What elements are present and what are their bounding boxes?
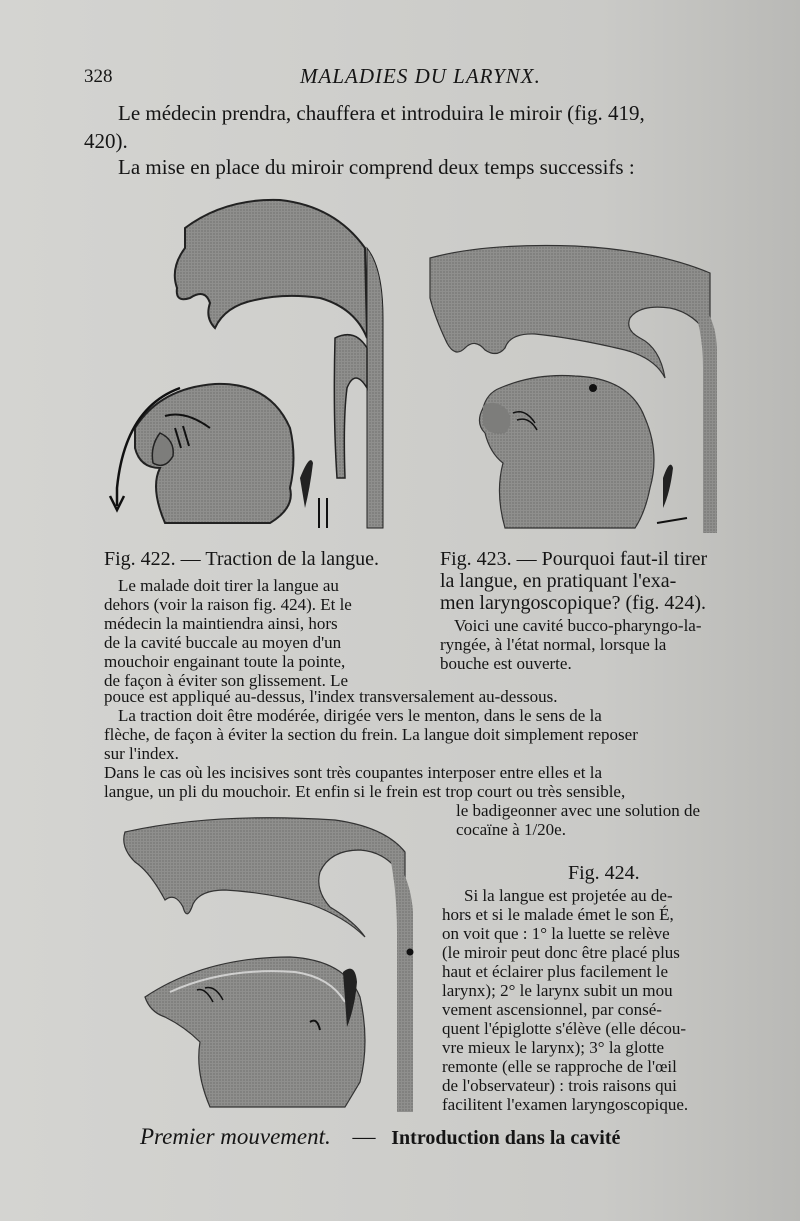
- fig-424-text-line: hors et si le malade émet le son É,: [442, 905, 674, 924]
- fig-424-text-line: haut et éclairer plus facilement le: [442, 962, 669, 981]
- fig-423-text-line: ryngée, à l'état normal, lorsque la: [440, 635, 667, 654]
- continuation-line: le badigeonner avec une solution de: [456, 801, 701, 820]
- section-heading-bold: Introduction dans la cavité: [391, 1127, 621, 1149]
- fig-423-caption: [440, 548, 760, 614]
- intro-line-1: Le médecin prendra, chauffera et introduira le miroir (fig. 419,: [118, 101, 645, 125]
- fig-424-text-line: remonte (elle se rapproche de l'œil: [442, 1057, 677, 1076]
- fig-424-text-line: de l'observateur) : trois raisons qui: [442, 1076, 677, 1095]
- fig-424-caption: Fig. 424.: [568, 862, 640, 884]
- fig-422-illustration: [105, 188, 415, 533]
- section-heading-italic: Premier mouvement.: [140, 1124, 331, 1149]
- fig-422-text: [104, 576, 416, 690]
- fig-424-text-line: Si la langue est projetée au de-: [464, 886, 673, 905]
- fig-424-text-line: vre mieux le larynx); 3° la glotte: [442, 1038, 665, 1057]
- fig-423-illustration: [425, 238, 735, 533]
- fig-422-text-line: de façon à éviter son glissement. Le: [104, 671, 349, 690]
- fig-423-caption-line: Fig. 423. — Pourquoi faut-il tirer: [440, 548, 708, 570]
- fig-424-text-line: (le miroir peut donc être placé plus: [442, 943, 680, 962]
- fig-422-caption: Fig. 422. — Traction de la langue.: [104, 548, 379, 570]
- fig-424-text-line: larynx); 2° le larynx subit un mou: [442, 981, 673, 1000]
- continuation-line: flèche, de façon à éviter la section du frein. La langue doit simplement reposer: [104, 725, 638, 744]
- fig-423-text: [440, 616, 760, 673]
- fig-424-text-line: on voit que : 1° la luette se relève: [442, 924, 670, 943]
- fig-424-text-line: facilitent l'examen laryngoscopique.: [442, 1095, 689, 1114]
- fig-422-text-line: de la cavité buccale au moyen d'un: [104, 633, 342, 652]
- section-heading: [140, 1124, 770, 1150]
- page-number: 328: [84, 66, 113, 87]
- continuation-line: langue, un pli du mouchoir. Et enfin si le frein est trop court ou très sensible,: [104, 782, 626, 801]
- continuation-line: pouce est appliqué au-dessus, l'index transversalement au-dessous.: [104, 687, 558, 706]
- continuation-line: cocaïne à 1/20e.: [456, 820, 566, 839]
- fig-424-text: [442, 886, 762, 1114]
- running-title: MALADIES DU LARYNX.: [300, 64, 541, 88]
- fig-423-text-line: Voici une cavité bucco-pharyngo-la-: [454, 616, 702, 635]
- fig-423-caption-line: la langue, en pratiquant l'exa-: [440, 570, 677, 592]
- fig-422-text-line: médecin la maintiendra ainsi, hors: [104, 614, 338, 633]
- fig-422-text-line: dehors (voir la raison fig. 424). Et le: [104, 595, 352, 614]
- fig-424-text-line: quent l'épiglotte s'élève (elle décou-: [442, 1019, 687, 1038]
- continuation-line: La traction doit être modérée, dirigée vers le menton, dans le sens de la: [118, 706, 602, 725]
- section-heading-dash: —: [352, 1124, 376, 1149]
- intro-line-2: 420).: [84, 129, 128, 153]
- intro-line-3: La mise en place du miroir comprend deux temps successifs :: [118, 155, 635, 179]
- fig-423-text-line: bouche est ouverte.: [440, 654, 572, 673]
- fig-424-illustration: [105, 812, 425, 1112]
- fig-424-text-line: vement ascensionnel, par consé-: [442, 1000, 662, 1019]
- fig-422-text-line: mouchoir engainant toute la pointe,: [104, 652, 346, 671]
- continuation-line: Dans le cas où les incisives sont très coupantes interposer entre elles et la: [104, 763, 603, 782]
- fig-422-text-line: Le malade doit tirer la langue au: [118, 576, 339, 595]
- fig-423-caption-line: men laryngoscopique? (fig. 424).: [440, 592, 707, 614]
- continuation-line: sur l'index.: [104, 744, 179, 763]
